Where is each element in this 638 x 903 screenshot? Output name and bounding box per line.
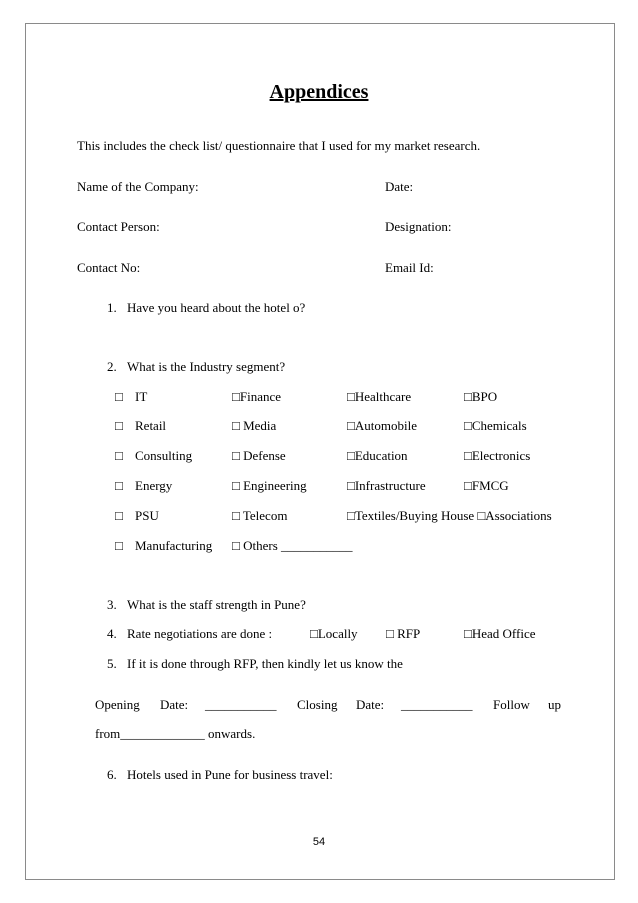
option-bpo[interactable]: □BPO: [464, 389, 498, 404]
checkbox[interactable]: □: [115, 508, 123, 523]
option-locally[interactable]: □Locally: [310, 626, 358, 641]
rfp-word: Follow: [493, 697, 530, 712]
option-manufacturing: Manufacturing: [135, 538, 213, 553]
contact-person-label: Contact Person:: [77, 219, 160, 234]
option-engineering[interactable]: □ Engineering: [232, 478, 307, 493]
question-number: 5.: [107, 656, 117, 671]
option-finance[interactable]: □Finance: [232, 389, 282, 404]
opening-date-blank[interactable]: ___________: [205, 697, 277, 712]
rfp-word: Closing: [297, 697, 338, 712]
option-psu: PSU: [135, 508, 159, 523]
contact-no-label: Contact No:: [77, 260, 141, 275]
intro-text: This includes the check list/ questionnaire that I used for my market research.: [77, 138, 481, 153]
question-number: 3.: [107, 597, 117, 612]
rfp-word: Opening: [95, 697, 140, 712]
question-number: 2.: [107, 359, 117, 374]
question-number: 1.: [107, 300, 117, 315]
option-telecom[interactable]: □ Telecom: [232, 508, 288, 523]
checkbox[interactable]: □: [115, 538, 123, 553]
option-rfp[interactable]: □ RFP: [386, 626, 421, 641]
page-number: 54: [312, 836, 326, 848]
option-healthcare[interactable]: □Healthcare: [347, 389, 412, 404]
rfp-word: Date:: [160, 697, 189, 712]
checkbox[interactable]: □: [115, 418, 123, 433]
question-6: Hotels used in Pune for business travel:: [127, 767, 333, 782]
question-4: Rate negotiations are done :: [127, 626, 273, 641]
option-defense[interactable]: □ Defense: [232, 448, 286, 463]
option-education[interactable]: □Education: [347, 448, 408, 463]
option-others[interactable]: □ Others ___________: [232, 538, 353, 553]
option-textiles-associations[interactable]: □Textiles/Buying House □Associations: [347, 508, 552, 523]
option-head-office[interactable]: □Head Office: [464, 626, 536, 641]
checkbox[interactable]: □: [115, 389, 123, 404]
question-number: 4.: [107, 626, 117, 641]
option-electronics[interactable]: □Electronics: [464, 448, 531, 463]
option-retail: Retail: [135, 418, 167, 433]
closing-date-blank[interactable]: ___________: [401, 697, 473, 712]
option-consulting: Consulting: [135, 448, 193, 463]
question-3: What is the staff strength in Pune?: [127, 597, 306, 612]
checkbox[interactable]: □: [115, 448, 123, 463]
question-number: 6.: [107, 767, 117, 782]
question-5: If it is done through RFP, then kindly let us know the: [127, 656, 403, 671]
rfp-word: up: [548, 697, 561, 712]
designation-label: Designation:: [385, 219, 452, 234]
checkbox[interactable]: □: [115, 478, 123, 493]
option-it: IT: [135, 389, 148, 404]
option-fmcg[interactable]: □FMCG: [464, 478, 509, 493]
page-title: Appendices: [269, 81, 369, 103]
option-chemicals[interactable]: □Chemicals: [464, 418, 527, 433]
option-energy: Energy: [135, 478, 173, 493]
follow-up-from-blank[interactable]: from_____________ onwards.: [95, 726, 256, 741]
option-infrastructure[interactable]: □Infrastructure: [347, 478, 426, 493]
question-1: Have you heard about the hotel o?: [127, 300, 306, 315]
date-label: Date:: [385, 179, 414, 194]
rfp-word: Date:: [356, 697, 385, 712]
option-automobile[interactable]: □Automobile: [347, 418, 417, 433]
question-2: What is the Industry segment?: [127, 359, 286, 374]
option-media[interactable]: □ Media: [232, 418, 277, 433]
email-label: Email Id:: [385, 260, 434, 275]
company-label: Name of the Company:: [77, 179, 199, 194]
